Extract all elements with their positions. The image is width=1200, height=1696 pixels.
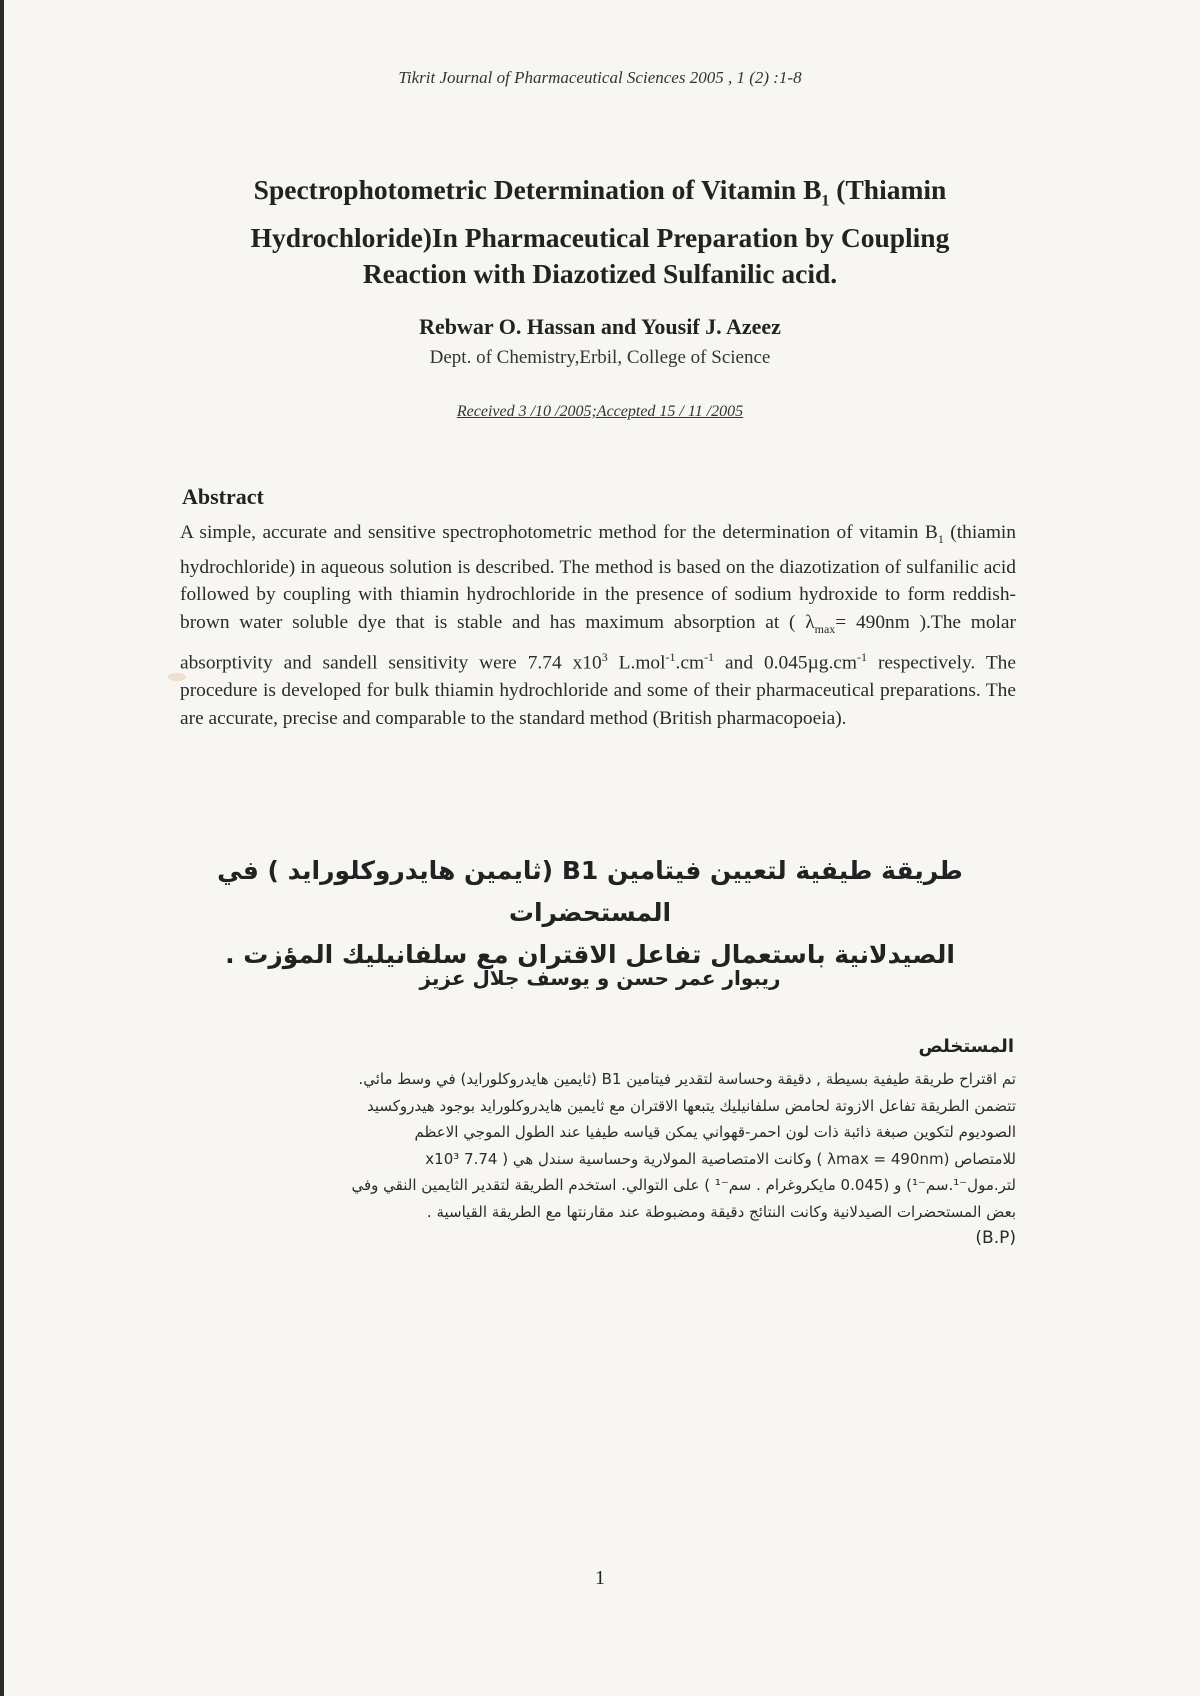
arabic-abstract-body bbox=[178, 1066, 1016, 1252]
abstract-text-1: A simple, accurate and sensitive spectrophotometric method for the determination of vitamin B bbox=[180, 522, 938, 543]
title-line1-suffix: (Thiamin bbox=[829, 174, 947, 205]
scan-edge bbox=[0, 0, 4, 1696]
arabic-authors: ريبوار عمر حسن و يوسف جلال عزيز bbox=[419, 966, 781, 990]
abstract-sup-3: 3 bbox=[601, 649, 608, 664]
title-line3: Reaction with Diazotized Sulfanilic acid. bbox=[362, 257, 838, 289]
arabic-abstract-heading: المستخلص bbox=[918, 1036, 1014, 1057]
arabic-title-line2: الصيدلانية باستعمال تفاعل الاقتران مع سلفانيليك المؤزت . bbox=[225, 940, 955, 969]
arabic-title bbox=[160, 850, 1020, 976]
title-line1-sub: 1 bbox=[821, 192, 830, 210]
affiliation: Dept. of Chemistry,Erbil, College of Science bbox=[429, 347, 771, 368]
arabic-title-line1: طريقة طيفية لتعيين فيتامين B1 (ثايمين هايدروكلورايد ) في المستحضرات bbox=[217, 856, 963, 927]
arabic-line-6: بعض المستحضرات الصيدلانية وكانت النتائج دقيقة ومضبوطة عند مقارنتها مع الطريقة القياسية . bbox=[426, 1202, 1016, 1221]
arabic-line-3: الصوديوم لتكوين صبغة ذائبة ذات لون احمر-قهواني يمكن قياسه طيفيا عند الطول الموجي الاعظم bbox=[414, 1123, 1016, 1141]
arabic-line-5: لتر.مول⁻¹.سم⁻¹) و (0.045 مايكروغرام . سم⁻¹ ) على التوالي. استخدم الطريقة لتقدير الثايمين النقي وفي bbox=[351, 1176, 1016, 1194]
abstract-text-5: .cm bbox=[675, 652, 705, 674]
title-line2: Hydrochloride)In Pharmaceutical Preparation by Coupling bbox=[250, 221, 950, 253]
abstract-sub-max: max bbox=[814, 622, 836, 637]
arabic-line-4: للامتصاص (λmax = 490nm ) وكانت الامتصاصية المولارية وحساسية سندل هي ( 7.74 x10³ bbox=[425, 1149, 1016, 1168]
abstract-body bbox=[180, 519, 1016, 733]
abstract-text-4: L.mol bbox=[607, 652, 666, 674]
abstract-sup-4: -1 bbox=[665, 649, 676, 664]
title-line1-prefix: Spectrophotometric Determination of Vitamin B bbox=[253, 174, 822, 205]
abstract-sup-6: -1 bbox=[857, 649, 868, 664]
paper-title bbox=[150, 172, 1050, 292]
abstract-heading: Abstract bbox=[182, 484, 264, 509]
abstract-text-7: respectively. The procedure is developed for bulk thiamin hydrochloride and some of their pharmaceutical preparations. The are accurate, precise and comparable to the standard method (British pharmacopoeia). bbox=[180, 652, 1016, 729]
arabic-line-1: تم اقتراح طريقة طيفية بسيطة , دقيقة وحساسة لتقدير فيتامين B1 (ثايمين هايدروكلورايد) في وسط مائي. bbox=[358, 1070, 1016, 1088]
scan-smudge bbox=[168, 673, 186, 681]
abstract-sup-5: -1 bbox=[704, 649, 715, 664]
received-dates: Received 3 /10 /2005;Accepted 15 / 11 /2005 bbox=[456, 403, 744, 420]
page-number: 1 bbox=[595, 1567, 605, 1589]
arabic-line-2: تتضمن الطريقة تفاعل الازوتة لحامض سلفانيليك يتبعها الاقتران مع ثايمين هايدروكلورايد بوجود هيدروكسيد bbox=[366, 1096, 1016, 1115]
abstract-sub-1: 1 bbox=[937, 531, 944, 546]
authors: Rebwar O. Hassan and Yousif J. Azeez bbox=[419, 314, 781, 339]
abstract-text-6: and 0.045µg.cm bbox=[714, 652, 858, 674]
arabic-bp-reference: (B.P) bbox=[975, 1228, 1016, 1248]
journal-header: Tikrit Journal of Pharmaceutical Sciences 2005 , 1 (2) :1-8 bbox=[398, 68, 802, 87]
abstract-text-2: (thiamin hydrochloride) in aqueous solution is described. The method is based on the diazotization of sulfanilic acid followed by coupling with thiamin hydrochloride in the presence of sodium hydroxide to form reddish-brown water soluble dye that is stable and has maximum absorption at ( λ bbox=[180, 522, 1016, 634]
abstract-text-3: = 490nm ).The molar absorptivity and sandell sensitivity were 7.74 x10 bbox=[180, 612, 1016, 674]
